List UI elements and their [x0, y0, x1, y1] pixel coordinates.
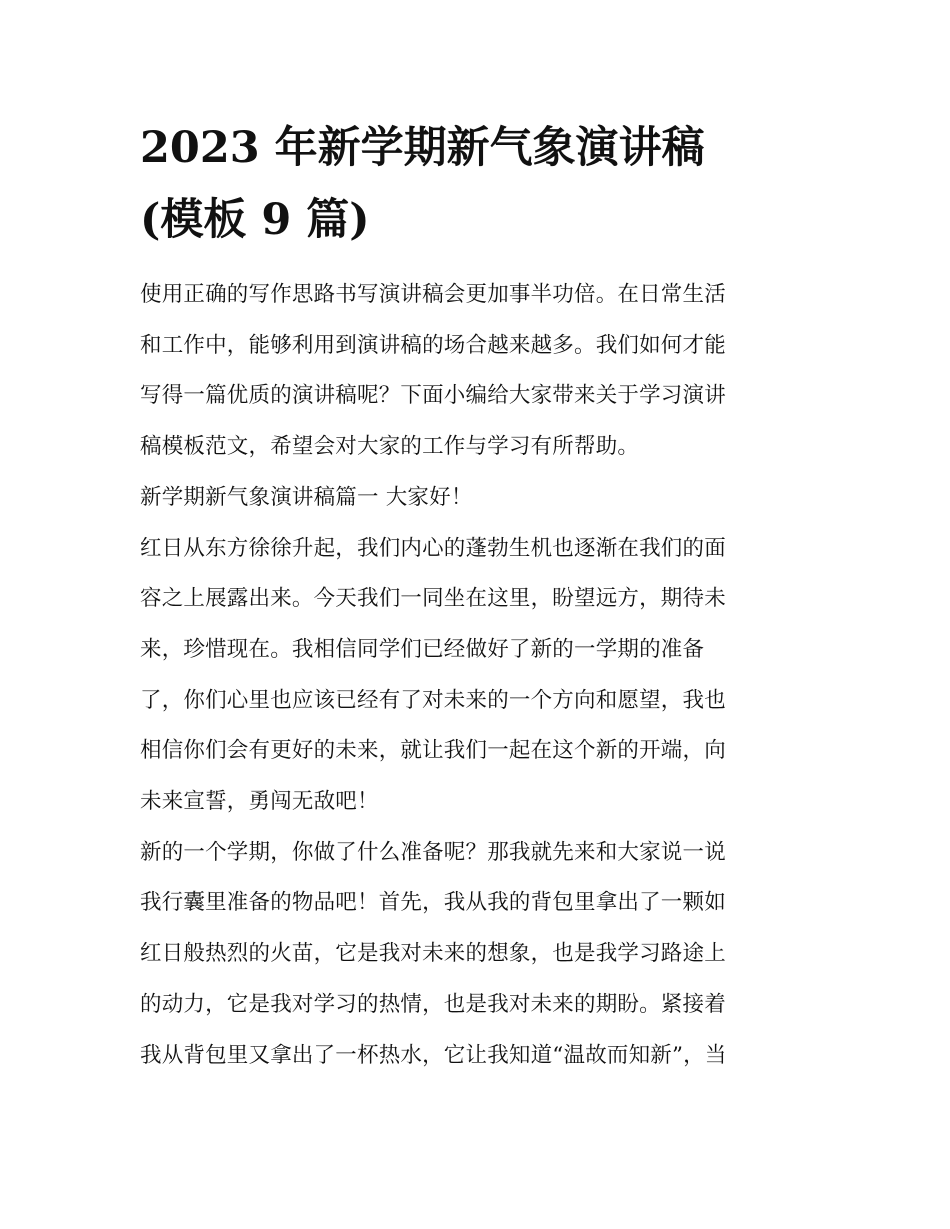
paragraph-line: 相信你们会有更好的未来，就让我们一起在这个新的开端，向 [140, 738, 726, 764]
paragraph-line: 的动力，它是我对学习的热情，也是我对未来的期盼。紧接着 [140, 991, 726, 1017]
paragraph-line: 未来宣誓，勇闯无敌吧！ [140, 789, 379, 815]
paragraph-line: 来，珍惜现在。我相信同学们已经做好了新的一学期的准备 [140, 636, 705, 662]
document-title [140, 112, 812, 256]
paragraph-line: 红日从东方徐徐升起，我们内心的蓬勃生机也逐渐在我们的面 [140, 535, 726, 561]
paragraph-line: 写得一篇优质的演讲稿呢？下面小编给大家带来关于学习演讲 [140, 383, 726, 409]
paragraph-line: 新的一个学期，你做了什么准备呢？那我就先来和大家说一说 [140, 839, 726, 865]
document-page [140, 112, 812, 1081]
title-line: (模板 9 篇) [140, 195, 370, 245]
paragraph-line: 使用正确的写作思路书写演讲稿会更加事半功倍。在日常生活 [140, 282, 726, 307]
paragraph-line: 了，你们心里也应该已经有了对未来的一个方向和愿望，我也 [140, 687, 726, 713]
paragraph-line: 我行囊里准备的物品吧！首先，我从我的背包里拿出了一颗如 [140, 890, 726, 916]
paragraph-line: 红日般热烈的火苗，它是我对未来的想象，也是我学习路途上 [140, 941, 726, 967]
paragraph-line: 新学期新气象演讲稿篇一 大家好！ [140, 484, 473, 510]
paragraph-heading [140, 473, 812, 524]
paragraph-line: 和工作中，能够利用到演讲稿的场合越来越多。我们如何才能 [140, 332, 726, 358]
paragraph-intro [140, 270, 812, 473]
paragraph-opening [140, 524, 812, 828]
paragraph-line: 容之上展露出来。今天我们一同坐在这里，盼望远方，期待未 [140, 586, 726, 612]
title-line: 2023 年新学期新气象演讲稿 [140, 123, 705, 173]
paragraph-line: 稿模板范文，希望会对大家的工作与学习有所帮助。 [140, 434, 640, 460]
paragraph-preparation [140, 828, 812, 1082]
document-body [140, 270, 812, 1081]
paragraph-line: 我从背包里又拿出了一杯热水，它让我知道“温故而知新”，当 [140, 1042, 727, 1068]
